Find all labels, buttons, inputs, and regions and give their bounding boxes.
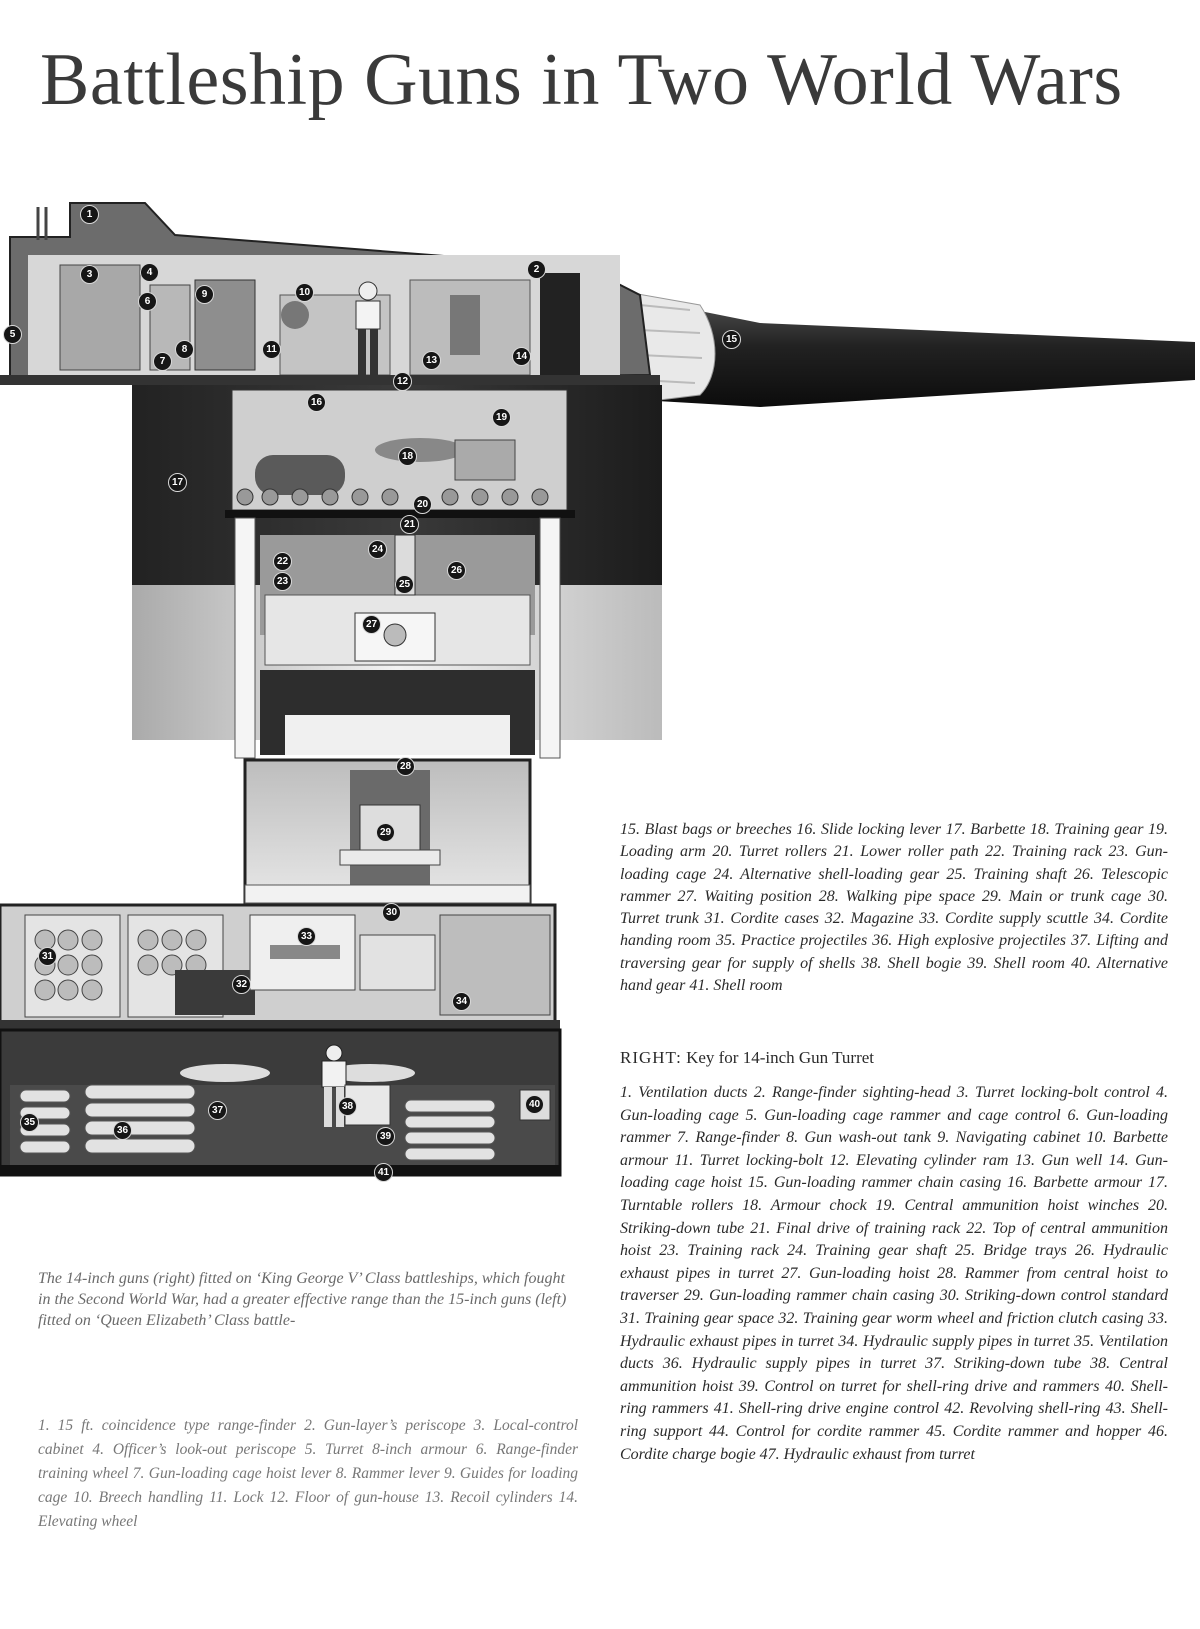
callout-marker: 29 xyxy=(376,823,395,842)
callout-marker: 39 xyxy=(376,1127,395,1146)
callout-marker: 13 xyxy=(422,351,441,370)
callout-marker: 21 xyxy=(400,515,419,534)
callout-marker: 12 xyxy=(393,372,412,391)
callout-marker: 19 xyxy=(492,408,511,427)
callout-marker: 24 xyxy=(368,540,387,559)
callout-marker: 1 xyxy=(80,205,99,224)
callout-marker: 28 xyxy=(396,757,415,776)
callout-marker: 5 xyxy=(3,325,22,344)
callout-marker: 27 xyxy=(362,615,381,634)
page-title: Battleship Guns in Two World Wars xyxy=(40,39,1123,121)
callout-marker: 41 xyxy=(374,1163,393,1182)
callout-marker: 4 xyxy=(140,263,159,282)
callout-marker: 33 xyxy=(297,927,316,946)
callout-marker: 17 xyxy=(168,473,187,492)
right-key-list: 1. Ventilation ducts 2. Range-finder sighting-head 3. Turret locking-bolt control 4. Gun-loading cage 5. Gun-loading cage rammer and cage control 6. Gun-loading rammer 7. Range-finder 8. Gun wash-out tank 9. Navigating cabinet 10. Barbette armour 11. Turret locking-bolt 12. Elevating cylinder ram 13. Gun well 14. Gun-loading cage hoist 15. Gun-loading rammer chain casing 16. Barbette armour 17. Turntable rollers 18. Armour chock 19. Central ammunition hoist winches 20. Striking-down tube 21. Final drive of training rack 22. Top of central ammunition hoist 23. Training rack 24. Training gear shaft 25. Bridge trays 26. Hydraulic exhaust pipes in turret 27. Gun-loading hoist 28. Rammer from central hoist to traverser 29. Gun-loading rammer chain casing 30. Striking-down control standard 31. Training gear space 32. Training gear worm wheel and friction clutch casing 33. Hydraulic exhaust pipes in turret 34. Hydraulic supply pipes in turret 35. Ventilation ducts 36. Hydraulic supply pipes in turret 37. Striking-down tube 38. Central ammunition hoist 39. Control on turret for shell-ring drive and rammers 40. Shell-ring rammers 41. Shell-ring drive engine control 42. Revolving shell-ring 43. Shell-ring support 44. Control for cordite rammer 45. Cordite rammer and hopper 46. Cordite charge bogie 47. Hydraulic exhaust from turret xyxy=(620,1084,1168,1463)
callout-marker: 37 xyxy=(208,1101,227,1120)
gun-barrel xyxy=(615,290,1195,407)
right-key-heading xyxy=(620,1048,874,1068)
callout-marker: 8 xyxy=(175,340,194,359)
gun-house xyxy=(0,203,660,385)
callout-marker: 7 xyxy=(153,352,172,371)
callout-marker: 32 xyxy=(232,975,251,994)
callout-marker: 30 xyxy=(382,903,401,922)
callout-marker: 20 xyxy=(413,495,432,514)
callout-marker: 22 xyxy=(273,552,292,571)
callout-marker: 3 xyxy=(80,265,99,284)
shell-room xyxy=(0,1030,560,1175)
callout-marker: 35 xyxy=(20,1113,39,1132)
callout-marker: 36 xyxy=(113,1121,132,1140)
callout-marker: 26 xyxy=(447,561,466,580)
right-key-continued: 15. Blast bags or breeches 16. Slide locking lever 17. Barbette 18. Training gear 19. Loading arm 20. Turret rollers 21. Lower roller path 22. Training rack 23. Gun-loading cage 24. Alternative shell-loading gear 25. Training shaft 26. Telescopic rammer 27. Waiting position 28. Walking pipe space 29. Main or trunk cage 30. Turret trunk 31. Cordite cases 32. Magazine 33. Cordite supply scuttle 34. Cordite handing room 35. Practice projectiles 36. High explosive projectiles 37. Lifting and traversing gear for supply of shells 38. Shell bogie 39. Shell room 40. Alternative hand gear 41. Shell room xyxy=(620,821,1168,995)
callout-marker: 34 xyxy=(452,992,471,1011)
callout-marker: 25 xyxy=(395,575,414,594)
right-key-title: Key for 14-inch Gun Turret xyxy=(686,1048,874,1067)
callout-marker: 14 xyxy=(512,347,531,366)
callout-marker: 11 xyxy=(262,340,281,359)
callout-marker: 9 xyxy=(195,285,214,304)
right-key-label: RIGHT: xyxy=(620,1048,682,1067)
callout-marker: 18 xyxy=(398,447,417,466)
callout-marker: 2 xyxy=(527,260,546,279)
figure-caption: The 14-inch guns (right) fitted on ‘King George V’ Class battleships, which fought in the Second World War, had a greater effective range than the 15-inch guns (left) fitted on ‘Queen Elizabeth’ Class battle- xyxy=(38,1270,567,1329)
callout-marker: 15 xyxy=(722,330,741,349)
callout-marker: 23 xyxy=(273,572,292,591)
magazine-deck xyxy=(0,905,560,1030)
callout-marker: 10 xyxy=(295,283,314,302)
callout-marker: 40 xyxy=(525,1095,544,1114)
callout-marker: 16 xyxy=(307,393,326,412)
callout-marker: 31 xyxy=(38,947,57,966)
callout-marker: 38 xyxy=(338,1097,357,1116)
callout-marker: 6 xyxy=(138,292,157,311)
left-key-list: 1. 15 ft. coincidence type range-finder 2. Gun-layer’s periscope 3. Local-control cabinet 4. Officer’s look-out periscope 5. Turret 8-inch armour 6. Range-finder training wheel 7. Gun-loading cage hoist lever 8. Rammer lever 9. Guides for loading cage 10. Breech handling 11. Lock 12. Floor of gun-house 13. Recoil cylinders 14. Elevating wheel xyxy=(38,1417,578,1530)
